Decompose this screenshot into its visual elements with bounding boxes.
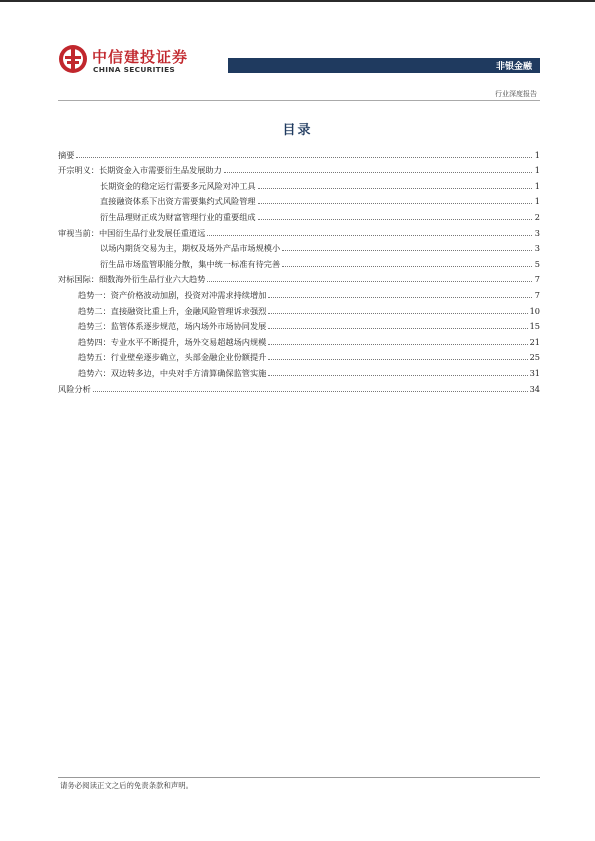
toc-entry-page-number: 2 [534,211,540,222]
toc-dot-leader [282,249,532,251]
toc-entry[interactable] [58,269,540,285]
toc-dot-leader [207,280,532,282]
toc-dot-leader [282,265,532,267]
logo-chinese-name: 中信建投证券 [92,48,189,66]
toc-entry[interactable] [58,253,540,269]
toc-title: 目录 [282,123,313,138]
toc-dot-leader [93,390,528,392]
toc-entry[interactable] [58,160,540,176]
company-logo [58,44,193,78]
toc-dot-leader [258,218,532,220]
toc-entry-page-number: 21 [529,336,540,347]
toc-entry-title: 以场内期货交易为主，期权及场外产品市场规模小 [100,243,281,254]
report-type-label: 行业深度报告 [495,90,537,98]
logo-english-name: CHINA SECURITIES [93,65,176,74]
toc-entry[interactable] [58,238,540,254]
toc-dot-leader [268,374,527,376]
sector-label: 非银金融 [495,62,532,72]
header-divider [58,100,540,101]
toc-entry-title: 对标国际：细数海外衍生品行业六大趋势 [58,274,206,285]
toc-entry-title: 趋势五：行业壁垒逐步确立，头部金融企业份额提升 [78,352,267,363]
table-of-contents [58,144,540,394]
toc-entry-page-number: 31 [529,367,540,378]
toc-entry-page-number: 5 [534,258,540,269]
toc-entry-title: 直接融资体系下出资方需要集约式风险管理 [100,196,256,207]
toc-entry-title: 长期资金的稳定运行需要多元风险对冲工具 [100,180,256,191]
toc-entry[interactable] [58,362,540,378]
toc-entry-page-number: 3 [534,227,540,238]
toc-entry-page-number: 25 [529,352,540,363]
toc-dot-leader [224,171,532,173]
toc-dot-leader [268,327,527,329]
toc-entry[interactable] [58,316,540,332]
toc-entry-page-number: 34 [529,383,540,394]
toc-dot-leader [258,202,532,204]
toc-entry[interactable] [58,331,540,347]
toc-dot-leader [207,234,532,236]
toc-dot-leader [268,343,527,345]
toc-entry[interactable] [58,300,540,316]
toc-entry-page-number: 7 [534,274,540,285]
toc-dot-leader [268,296,532,298]
toc-entry-title: 衍生品市场监管职能分散，集中统一标准有待完善 [100,258,281,269]
toc-entry-page-number: 1 [534,165,540,176]
toc-entry[interactable] [58,144,540,160]
toc-entry[interactable] [58,222,540,238]
toc-entry-page-number: 15 [529,321,540,332]
china-securities-logo-icon [58,44,88,74]
toc-entry-title: 趋势一：资产价格波动加剧，投资对冲需求持续增加 [78,289,267,300]
toc-entry[interactable] [58,284,540,300]
toc-entry-page-number: 3 [534,243,540,254]
toc-entry[interactable] [58,347,540,363]
toc-entry[interactable] [58,175,540,191]
toc-entry-page-number: 7 [534,289,540,300]
toc-dot-leader [268,312,527,314]
toc-entry-title: 趋势三：监管体系逐步规范，场内场外市场协同发展 [78,321,267,332]
footer-disclaimer: 请务必阅读正文之后的免责条款和声明。 [60,781,194,790]
toc-entry-title: 衍生品理财正成为财富管理行业的重要组成 [100,211,256,222]
toc-entry-title: 开宗明义：长期资金入市需要衍生品发展助力 [58,165,222,176]
toc-dot-leader [258,187,532,189]
footer-divider [58,777,540,778]
toc-entry-title: 风险分析 [58,383,91,394]
toc-entry-title: 趋势四：专业水平不断提升，场外交易超越场内规模 [78,336,267,347]
toc-entry-page-number: 10 [529,305,540,316]
toc-entry-page-number: 1 [534,180,540,191]
toc-entry-title: 趋势六：双边转多边，中央对手方清算确保监管实施 [78,367,267,378]
toc-entry-title: 趋势二：直接融资比重上升，金融风险管理诉求强烈 [78,305,267,316]
toc-entry[interactable] [58,206,540,222]
top-border-line [0,0,595,2]
sector-header-bar [228,58,540,73]
toc-entry-page-number: 1 [534,149,540,160]
toc-entry-title: 摘要 [58,149,75,160]
toc-dot-leader [268,358,527,360]
toc-entry[interactable] [58,191,540,207]
toc-entry-page-number: 1 [534,196,540,207]
toc-dot-leader [76,156,532,158]
toc-entry[interactable] [58,378,540,394]
toc-entry-title: 审视当前：中国衍生品行业发展任重道远 [58,227,206,238]
